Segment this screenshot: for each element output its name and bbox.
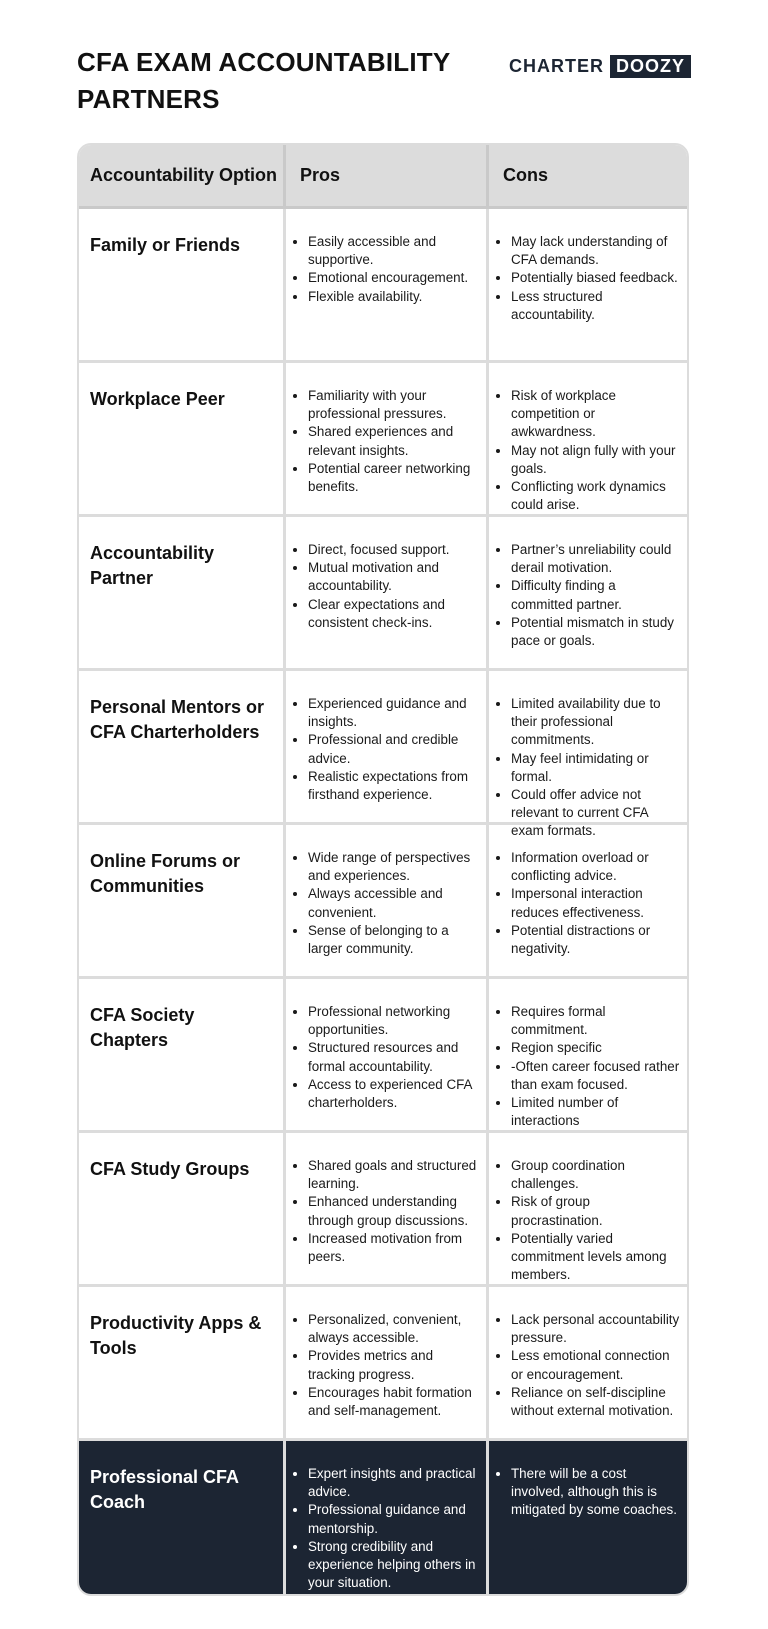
cons-item: • Conflicting work dynamics could arise. <box>511 478 681 514</box>
cons-list <box>497 387 681 514</box>
pros-item: • Mutual motivation and accountability. <box>308 559 480 595</box>
pros-cell <box>286 1287 489 1441</box>
option-label: CFA Society Chapters <box>90 1005 195 1050</box>
pros-cell <box>286 1441 489 1594</box>
pros-item: • Structured resources and formal accountability. <box>308 1039 480 1075</box>
option-label: Productivity Apps & Tools <box>90 1313 262 1358</box>
pros-item: • Clear expectations and consistent check-ins. <box>308 596 480 632</box>
cons-cell <box>489 517 687 671</box>
pros-list <box>294 387 480 496</box>
cons-cell <box>489 1133 687 1287</box>
cons-cell <box>489 209 687 363</box>
option-cell <box>79 671 286 825</box>
pros-list <box>294 1157 480 1266</box>
option-cell <box>79 1133 286 1287</box>
cons-item: • There will be a cost involved, although this is mitigated by some coaches. <box>511 1465 681 1520</box>
pros-item: • Strong credibility and experience helping others in your situation. <box>308 1538 480 1593</box>
option-label: Online Forums or Communities <box>90 851 241 896</box>
pros-list <box>294 849 480 958</box>
pros-list <box>294 1003 480 1112</box>
pros-item: • Potential career networking benefits. <box>308 460 480 496</box>
pros-item: • Shared experiences and relevant insights. <box>308 423 480 459</box>
option-label: Professional CFA Coach <box>90 1467 239 1512</box>
pros-item: • Sense of belonging to a larger community. <box>308 922 480 958</box>
brand-logo <box>509 55 691 78</box>
pros-cell <box>286 209 489 363</box>
pros-item: • Professional guidance and mentorship. <box>308 1501 480 1537</box>
option-cell <box>79 979 286 1133</box>
pros-item: • Experienced guidance and insights. <box>308 695 480 731</box>
cons-item: • Difficulty finding a committed partner. <box>511 577 681 613</box>
pros-item: • Wide range of perspectives and experiences. <box>308 849 480 885</box>
cons-item: • -Often career focused rather than exam focused. <box>511 1058 681 1094</box>
cons-list <box>497 541 681 650</box>
pros-item: • Professional networking opportunities. <box>308 1003 480 1039</box>
cons-cell <box>489 979 687 1133</box>
pros-item: • Realistic expectations from firsthand experience. <box>308 768 480 804</box>
pros-item: • Increased motivation from peers. <box>308 1230 480 1266</box>
cons-list <box>497 1157 681 1284</box>
option-cell <box>79 825 286 979</box>
pros-item: • Personalized, convenient, always accessible. <box>308 1311 480 1347</box>
cons-item: • Potentially biased feedback. <box>511 269 681 287</box>
cons-item: • Information overload or conflicting advice. <box>511 849 681 885</box>
table-grid <box>79 145 687 1594</box>
pros-item: • Provides metrics and tracking progress. <box>308 1347 480 1383</box>
cons-item: • Limited availability due to their professional commitments. <box>511 695 681 750</box>
cons-cell <box>489 1287 687 1441</box>
cons-item: • Partner’s unreliability could derail motivation. <box>511 541 681 577</box>
cons-cell <box>489 1441 687 1594</box>
pros-cell <box>286 671 489 825</box>
pros-item: • Easily accessible and supportive. <box>308 233 480 269</box>
option-label: Personal Mentors or CFA Charterholders <box>90 697 265 742</box>
pros-cell <box>286 1133 489 1287</box>
header-option <box>79 145 286 209</box>
pros-item: • Encourages habit formation and self-management. <box>308 1384 480 1420</box>
pros-item: • Expert insights and practical advice. <box>308 1465 480 1501</box>
cons-item: • Region specific <box>511 1039 681 1057</box>
cons-item: • Group coordination challenges. <box>511 1157 681 1193</box>
cons-item: • Could offer advice not relevant to current CFA exam formats. <box>511 786 681 841</box>
cons-list <box>497 1003 681 1130</box>
pros-cell <box>286 825 489 979</box>
pros-list <box>294 541 480 632</box>
cons-cell <box>489 671 687 839</box>
pros-list <box>294 1465 480 1592</box>
cons-list <box>497 1311 681 1420</box>
cons-item: • Impersonal interaction reduces effectiveness. <box>511 885 681 921</box>
option-label: Workplace Peer <box>90 389 225 409</box>
cons-item: • Less emotional connection or encouragement. <box>511 1347 681 1383</box>
pros-list <box>294 1311 480 1420</box>
cons-item: • Requires formal commitment. <box>511 1003 681 1039</box>
header-cons-label: Cons <box>503 165 548 185</box>
logo-text-doozy: DOOZY <box>610 55 691 78</box>
cons-item: • Reliance on self-discipline without external motivation. <box>511 1384 681 1420</box>
cons-list <box>497 849 681 958</box>
pros-item: • Access to experienced CFA charterholders. <box>308 1076 480 1112</box>
pros-cell <box>286 517 489 671</box>
cons-list <box>497 1465 681 1520</box>
option-label: CFA Study Groups <box>90 1159 250 1179</box>
option-label: Family or Friends <box>90 235 241 255</box>
pros-item: • Emotional encouragement. <box>308 269 480 287</box>
cons-cell <box>489 825 687 979</box>
pros-cell <box>286 363 489 517</box>
pros-cell <box>286 979 489 1133</box>
cons-item: • May lack understanding of CFA demands. <box>511 233 681 269</box>
option-label: Accountability Partner <box>90 543 215 588</box>
header-cons <box>489 145 687 209</box>
page-title: CFA EXAM ACCOUNTABILITY PARTNERS <box>77 47 450 114</box>
cons-item: • Potentially varied commitment levels among members. <box>511 1230 681 1285</box>
pros-item: • Enhanced understanding through group discussions. <box>308 1193 480 1229</box>
cons-item: • May feel intimidating or formal. <box>511 750 681 786</box>
comparison-table <box>77 143 689 1596</box>
cons-cell <box>489 363 687 517</box>
option-cell <box>79 517 286 671</box>
option-cell <box>79 1441 286 1594</box>
header-option-label: Accountability Option <box>90 165 277 185</box>
pros-list <box>294 695 480 804</box>
header-pros-label: Pros <box>300 165 341 185</box>
cons-item: • Limited number of interactions <box>511 1094 681 1130</box>
option-cell <box>79 363 286 517</box>
cons-item: • Potential mismatch in study pace or goals. <box>511 614 681 650</box>
cons-item: • Potential distractions or negativity. <box>511 922 681 958</box>
logo-text-charter: CHARTER <box>509 56 604 76</box>
pros-item: • Direct, focused support. <box>308 541 480 559</box>
pros-list <box>294 233 480 306</box>
cons-item: • Risk of group procrastination. <box>511 1193 681 1229</box>
header-pros <box>286 145 489 209</box>
cons-item: • May not align fully with your goals. <box>511 442 681 478</box>
pros-item: • Professional and credible advice. <box>308 731 480 767</box>
option-cell <box>79 209 286 363</box>
pros-item: • Shared goals and structured learning. <box>308 1157 480 1193</box>
cons-list <box>497 233 681 324</box>
pros-item: • Flexible availability. <box>308 288 480 306</box>
cons-item: • Risk of workplace competition or awkwardness. <box>511 387 681 442</box>
cons-list <box>497 695 681 841</box>
cons-item: • Less structured accountability. <box>511 288 681 324</box>
cons-item: • Lack personal accountability pressure. <box>511 1311 681 1347</box>
pros-item: • Familiarity with your professional pressures. <box>308 387 480 423</box>
option-cell <box>79 1287 286 1441</box>
pros-item: • Always accessible and convenient. <box>308 885 480 921</box>
